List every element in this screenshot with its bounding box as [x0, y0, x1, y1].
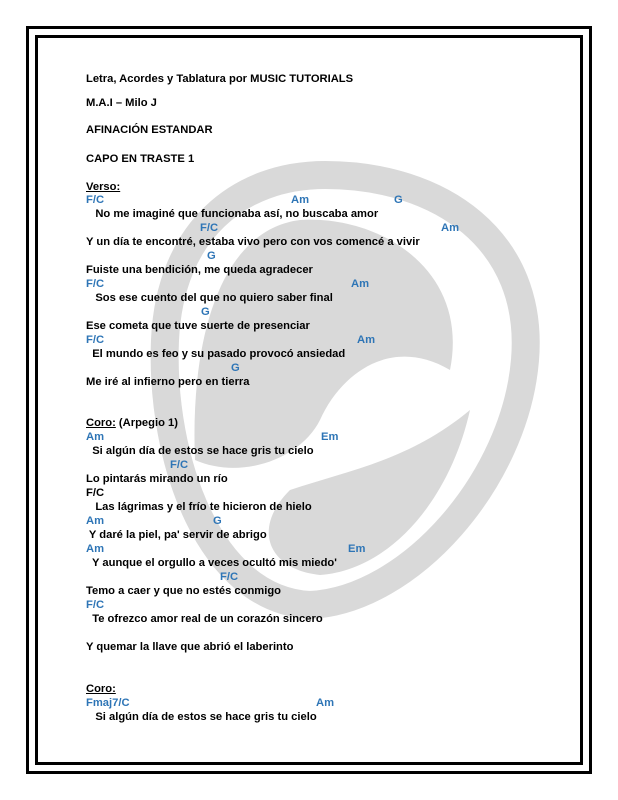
lyric-line: Y un día te encontré, estaba vivo pero con vos comencé a vivir: [86, 236, 420, 248]
chord: Em: [348, 543, 366, 555]
chord: F/C: [86, 278, 105, 290]
tuning-label: AFINACIÓN ESTANDAR: [86, 124, 213, 136]
chord: Em: [321, 431, 339, 443]
lyric-line: Te ofrezco amor real de un corazón sincero: [86, 613, 323, 625]
chord: F/C: [170, 459, 189, 471]
lyric-line: Temo a caer y que no estés conmigo: [86, 585, 282, 597]
lyric-line: Si algún día de estos se hace gris tu cielo: [86, 711, 317, 723]
chord: Am: [86, 515, 105, 527]
lyric-line: Ese cometa que tuve suerte de presenciar: [86, 320, 310, 332]
lyric-line: Fuiste una bendición, me queda agradecer: [86, 264, 313, 276]
lyric-line: No me imaginé que funcionaba así, no buscaba amor: [86, 208, 379, 220]
chord: F/C: [86, 487, 105, 499]
credit-line: Letra, Acordes y Tablatura por MUSIC TUTORIALS: [86, 73, 354, 85]
chord: Am: [86, 543, 105, 555]
song-title: M.A.I – Milo J: [86, 97, 157, 109]
chorus-heading-row: [86, 417, 178, 430]
chorus-heading: Coro:: [86, 417, 116, 429]
lyric-line: Las lágrimas y el frío te hicieron de hielo: [86, 501, 312, 513]
lyric-line: Me iré al infierno pero en tierra: [86, 376, 250, 388]
chorus2-heading: Coro:: [86, 683, 116, 695]
chord: G: [231, 362, 240, 374]
chord: Am: [357, 334, 376, 346]
chord: F/C: [200, 222, 219, 234]
lyric-line: Y quemar la llave que abrió el laberinto: [86, 641, 294, 653]
chord: F/C: [220, 571, 239, 583]
chord: G: [213, 515, 222, 527]
lyric-line: Y aunque el orgullo a veces ocultó mis miedo': [86, 557, 337, 569]
chord: Am: [316, 697, 335, 709]
chord: F/C: [86, 334, 105, 346]
chord: G: [201, 306, 210, 318]
chord: Am: [351, 278, 370, 290]
chorus-heading-note: (Arpegio 1): [115, 417, 178, 429]
chord: G: [207, 250, 216, 262]
chord: Am: [86, 431, 105, 443]
chord: Fmaj7/C: [86, 697, 130, 709]
lyric-line: Sos ese cuento del que no quiero saber final: [86, 292, 333, 304]
lyric-line: Lo pintarás mirando un río: [86, 473, 228, 485]
chord: Am: [291, 194, 310, 206]
lyric-line: Y daré la piel, pa' servir de abrigo: [86, 529, 267, 541]
chord: G: [394, 194, 403, 206]
lyric-line: Si algún día de estos se hace gris tu cielo: [86, 445, 314, 457]
verse-heading: Verso:: [86, 181, 121, 193]
lyric-line: El mundo es feo y su pasado provocó ansiedad: [86, 348, 346, 360]
chord: Am: [441, 222, 460, 234]
chord: F/C: [86, 194, 105, 206]
capo-label: CAPO EN TRASTE 1: [86, 153, 195, 165]
chord: F/C: [86, 599, 105, 611]
